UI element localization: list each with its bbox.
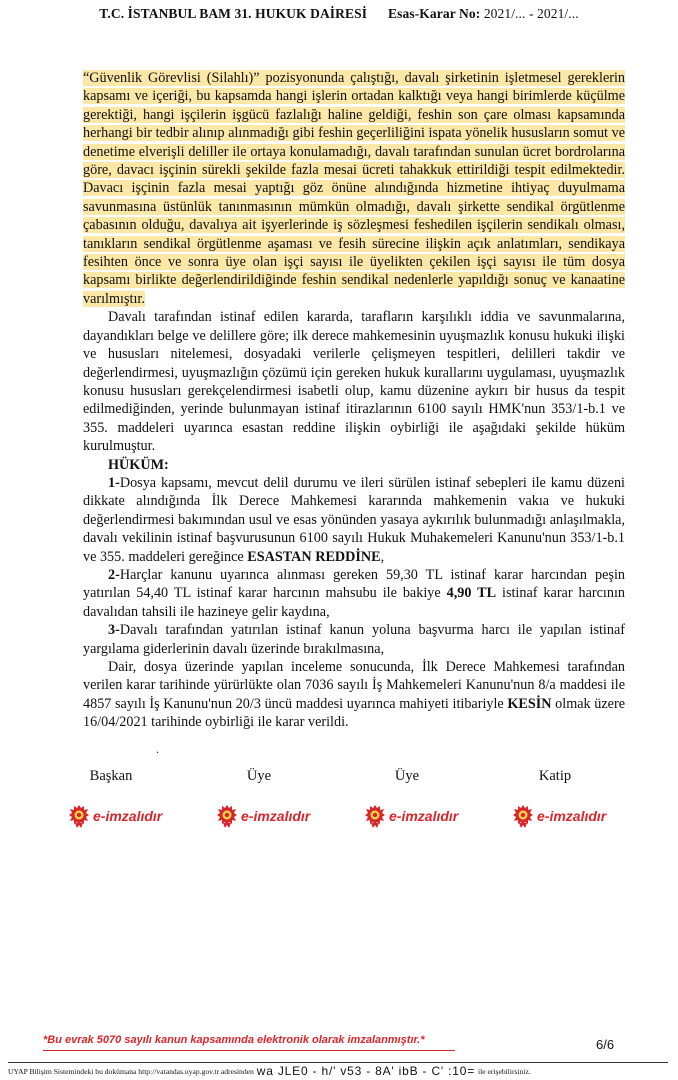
item-number: 2-	[108, 566, 120, 583]
e-signature-stamp	[364, 804, 504, 828]
uyap-suffix: ile erişebilirsiniz.	[478, 1066, 531, 1076]
highlight: “Güvenlik Görevlisi (Silahlı)” pozisyonunda çalıştığı, davalı şirketinin işletmesel gereklerin kapsamı ve içeriği, bu kapsamda hangi işlerin ortadan kalktığı veya hangi birimlerde küçülme gerektiği, hangi işçilerin işgücü fazlalığı haline geldiği, feshin son çare olması kapsamında herhangi bir tedbir alınıp alınmadığı gibi feshin geçerliliğini ispata yönelik hususların somut ve denetime elverişli deliller ile ortaya konulamadığı, davalı tarafından sunulan ücret bordrolarına göre, davacı işçinin sürekli şekilde fazla mesai ücreti tahakkuk ettirildiği tespit edilmektedir. Davacı işçinin fazla mesai yaptığı göz önüne alındığında hizmetine ihtiyaç duyulmama savunmasına üstünlük tanınmasının mümkün olmadığı, davalı şirkette sendikal örgütlenme çabasının olduğu, davalıya ait işyerlerinde iş sözleşmesi feshedilen işçilerin sendikalı olması, tanıkların sendikal örgütlenme aşaması ve fesih sürecine ilişkin açık anlatımları, sendikaya fesihten önce ve sonra üye olan işçi sayısı ile üyelikten çekilen işçi sayısı ile tüm dosya kapsamı birlikte değerlendirildiğinde feshin sendikal nedenlerle yapıldığı sonuç ve kanaatine varılmıştır.	[83, 70, 625, 307]
stray-dot: .	[156, 742, 159, 756]
stamp-label: e-imzalıdır	[241, 808, 311, 824]
item-text: Dosya kapsamı, mevcut delil durumu ve ileri sürülen istinaf sebepleri ile kamu düzeni dikkate alındığında İlk Derece Mahkemesi kararında mahkemenin vakıa ve hukuki değerlendirmesi bakımından usul ve esas yönünden yasaya aykırılık bulunmadığı anlaşılmakla, davalı vekilinin istinaf başvurusunun 6100 sayılı Hukuk Muhakemeleri Kanunu'nun 353/1-b.1 ve 355. maddeleri gereğince	[83, 474, 625, 565]
item-end: ,	[380, 548, 385, 565]
e-signature-notice: *Bu evrak 5070 sayılı kanun kapsamında elektronik olarak imzalanmıştır.*	[43, 1034, 425, 1046]
closing-end: olmak üzere 16/04/2021 tarihinde oybirliği ile karar verildi.	[83, 695, 625, 731]
reasoning-paragraph: Davalı tarafından istinaf edilen kararda, tarafların karşılıklı iddia ve savunmalarına, dayandıkları belge ve delillere göre; ilk derece mahkemesinin uyuşmazlık konusu hukuki ilişki ve hususları nitelemesi, dosyadaki verilerle çelişmeyen tespitleri, delilleri takdir ve değerlendirmesi, uyuşmazlığın çözümü için gereken hukuk kurallarını uygulaması, uyuşmazlık konusu hususları gerekçelendirmesi isabetli olup, kamu düzenine aykırı bir husus da tespit edilmediğinden, yerinde bulunmayan istinaf itirazlarının 6100 sayılı HMK'nun 353/1-b.1 ve 355. maddeleri uyarınca esastan reddine ilişkin oybirliği ile aşağıdaki şekilde hüküm kurulmuştur.	[83, 309, 625, 455]
highlighted-paragraph	[83, 69, 625, 308]
e-signature-stamp	[216, 804, 356, 828]
stamp-label: e-imzalıdır	[537, 808, 607, 824]
seal-icon	[512, 804, 534, 828]
item-number: 3-	[108, 622, 120, 639]
stamp-label: e-imzalıdır	[389, 808, 459, 824]
item-end: istinaf karar harcının davalıdan tahsili ile hazineye gelir kaydına,	[83, 585, 625, 620]
seal-icon	[216, 804, 238, 828]
item-emphasis: 4,90 TL	[446, 585, 497, 602]
closing-paragraph	[83, 658, 625, 732]
seal-icon	[364, 804, 386, 828]
e-signature-stamp	[512, 804, 652, 828]
stamp-label: e-imzalıdır	[93, 808, 163, 824]
verification-code: wa JLE0 - h/' v53 - 8A' ibB - C' :10=	[256, 1064, 476, 1078]
esas-value: 2021/... - 2021/...	[483, 6, 579, 21]
hukum-heading: HÜKÜM:	[108, 456, 169, 473]
decision-body	[83, 69, 625, 732]
item-text: Harçlar kanunu uyarınca alınması gereken 59,30 TL istinaf karar harcından peşin yatırılan 54,40 TL istinaf karar harcının mahsubu ile bakiye	[83, 566, 625, 602]
item-number: 1-	[108, 474, 120, 491]
footer-divider	[8, 1062, 668, 1063]
seal-icon	[68, 804, 90, 828]
closing-text: Dair, dosya üzerinde yapılan inceleme sonucunda, İlk Derece Mahkemesi tarafından verilen karar tarihinde yürürlükte olan 7036 sayılı İş Mahkemeleri Kanunu'nun 8/a maddesi ile 4857 sayılı İş Kanunu'nun 20/3 üncü maddesi uyarınca mahiyeti itibariyle	[83, 659, 625, 712]
court-name: T.C. İSTANBUL BAM 31. HUKUK DAİRESİ	[99, 6, 368, 21]
item-emphasis: ESASTAN REDDİNE	[247, 548, 381, 565]
hukum-item-2	[83, 566, 625, 621]
uyap-footer	[8, 1064, 672, 1078]
notice-underline	[43, 1050, 455, 1051]
signature-title-uye-2: Üye	[394, 768, 420, 784]
item-text: Davalı tarafından yatırılan istinaf kanun yoluna başvurma harcı ile yapılan istinaf yargılama giderlerinin davalı üzerinde bırakılmasına,	[83, 622, 625, 657]
hukum-item-1	[83, 474, 625, 566]
e-signature-stamp	[68, 804, 208, 828]
signature-title-uye-1: Üye	[246, 768, 272, 784]
closing-emphasis: KESİN	[507, 695, 552, 712]
document-header	[0, 6, 678, 22]
esas-label: Esas-Karar No:	[388, 6, 481, 21]
page-number: 6/6	[596, 1037, 615, 1052]
signature-title-baskan: Başkan	[89, 768, 133, 784]
signature-title-katip: Katip	[538, 768, 572, 784]
uyap-prefix: UYAP Bilişim Sistemindeki bu dokümana http://vatandas.uyap.gov.tr adresinden	[8, 1066, 254, 1076]
hukum-item-3	[83, 621, 625, 658]
